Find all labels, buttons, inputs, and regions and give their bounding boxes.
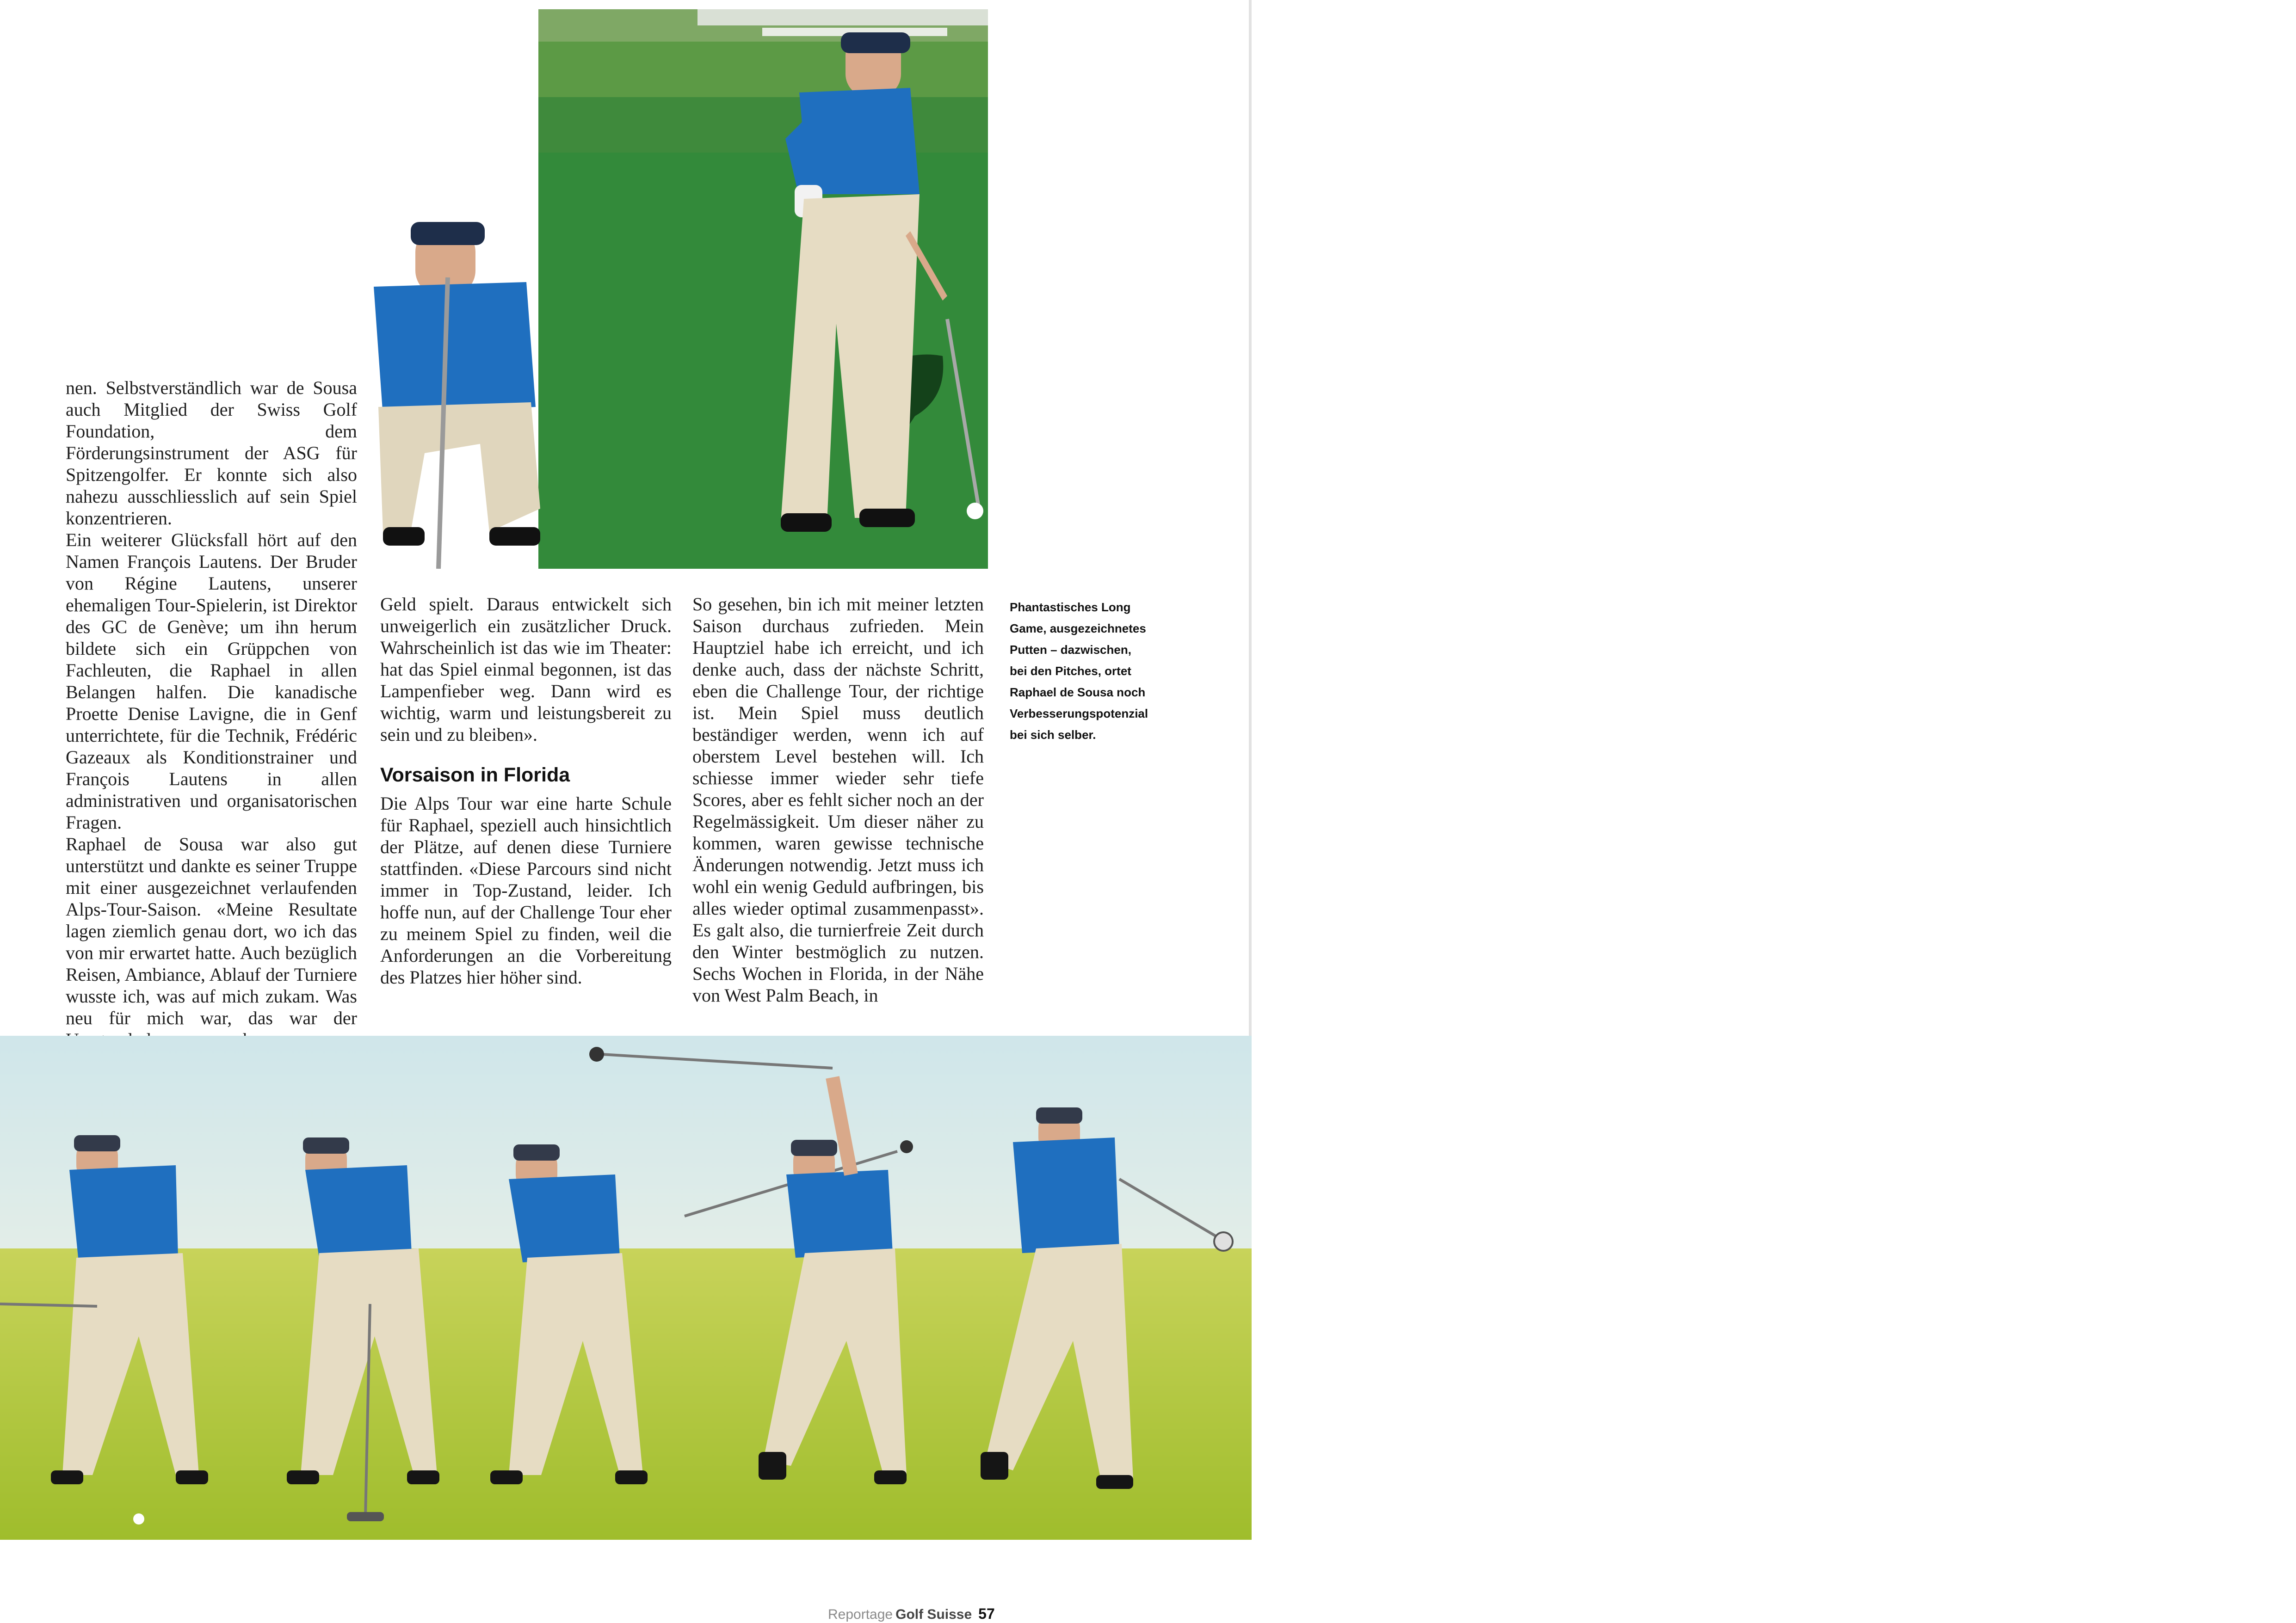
page-footer bbox=[828, 1605, 995, 1623]
footer-magazine: Golf Suisse bbox=[895, 1607, 972, 1622]
article-column-3 bbox=[692, 593, 984, 1006]
article-column-2 bbox=[380, 593, 672, 988]
paragraph: Ein weiterer Glücksfall hört auf den Namen François Lautens. Der Bruder von Régine Lautens, unserer ehemaligen Tour-Spielerin, ist Direktor des GC de Genève; um ihn herum bildete sich ein Grüppchen von Fachleuten, die Raphael in allen Belangen halfen. Die kanadische Proette Denise Lavigne, die in Genf unterrichtete, für die Technik, Frédéric Gazeaux als Konditionstrainer und François Lautens in allen administrativen und organisatorischen Fragen. bbox=[66, 529, 357, 833]
page-number: 57 bbox=[978, 1605, 995, 1622]
footer-section: Reportage bbox=[828, 1607, 893, 1622]
photo-caption: Phantastisches Long Game, ausgezeichnetes Putten – dazwischen, bei den Pitches, ortet Raphael de Sousa noch Verbesserungspotenzial bei sich selber. bbox=[1010, 600, 1148, 742]
subheading: Vorsaison in Florida bbox=[380, 764, 570, 786]
paragraph: nen. Selbstverständlich war de Sousa auch Mitglied der Swiss Golf Foundation, dem Förderungsinstrument der ASG für Spitzengolfer. Er konnte sich also nahezu ausschliesslich auf sein Spiel konzentrieren. bbox=[66, 377, 357, 529]
paragraph: So gesehen, bin ich mit meiner letzten Saison durchaus zufrieden. Mein Hauptziel habe ich erreicht, und ich denke auch, dass der nächste Schritt, eben die Challenge Tour, der richtige ist. Mein Spiel muss deutlich beständiger werden, wenn ich auf oberstem Level bestehen will. Ich schiesse immer wieder sehr tiefe Scores, aber es fehlt sicher noch an der Regelmässigkeit. Um dieser näher zu kommen, waren gewisse technische Änderungen notwendig. Jetzt muss ich wohl ein wenig Geduld aufbringen, bis alles wieder optimal zusammenpasst». Es galt also, die turnierfreie Zeit durch den Winter bestmöglich zu nutzen. Sechs Wochen in Florida, in der Nähe von West Palm Beach, in bbox=[692, 594, 984, 1006]
paragraph: Die Alps Tour war eine harte Schule für Raphael, speziell auch hinsichtlich der Plätze, auf denen diese Turniere stattfinden. «Diese Parcours sind nicht immer in Top-Zustand, leider. Ich hoffe nun, auf der Challenge Tour eher zu meinem Spiel zu finden, weil die Anforderungen an die Vorbereitung des Platzes hier höher sind. bbox=[380, 793, 672, 988]
paragraph: Geld spielt. Daraus entwickelt sich unweigerlich ein zusätzlicher Druck. Wahrscheinlich ist das wie im Theater: hat das Spiel einmal begonnen, ist das Lampenfieber weg. Dann wird es wichtig, warm und leistungsbereit zu sein und zu bleiben». bbox=[380, 594, 672, 745]
paragraph: Raphael de Sousa war also gut unterstützt und dankte es seiner Truppe mit einer ausgezeichnet verlaufenden Alps-Tour-Saison. «Meine Resultate lagen ziemlich genau dort, wo ich das von mir erwartet hatte. Auch bezüglich Reisen, Ambiance, Ablauf der Turniere wusste ich, was auf mich zukam. Was neu für mich war, das war der bbox=[66, 834, 357, 1028]
top-photo bbox=[374, 0, 988, 569]
bottom-photo bbox=[0, 1036, 1252, 1540]
article-column-1 bbox=[66, 377, 357, 1051]
